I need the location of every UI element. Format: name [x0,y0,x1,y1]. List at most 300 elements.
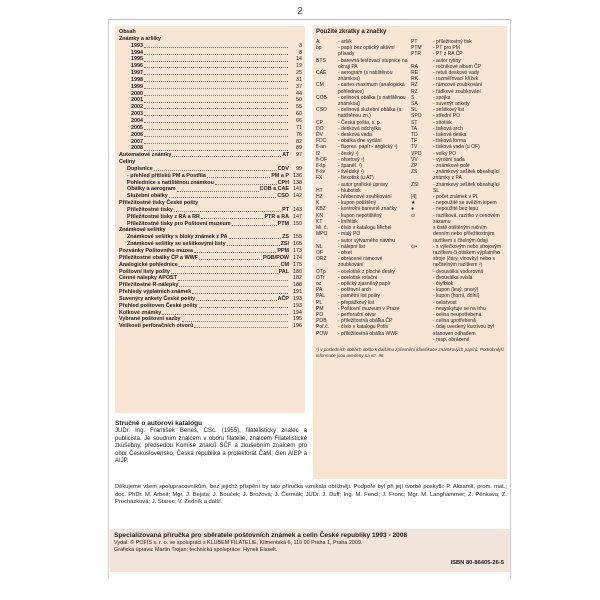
abbreviation-meaning: - český ¹) [338,150,359,157]
abbreviation-key: Mi. č. [316,225,328,232]
abbreviation-meaning: - ofset [338,249,352,256]
page-number: 2 [297,6,303,17]
toc-entry-code: COB a CAE [259,186,289,193]
toc-entry-page: 66 [296,117,302,124]
abbreviation-meaning: - tisková vada (u OF) [433,144,480,151]
abbreviations-right-column [409,39,503,343]
toc-dot-leader [201,214,264,219]
abbreviation-key: ★ [411,200,416,207]
toc-row [119,145,302,152]
abbreviation-meaning: - příležitostná obálka ČP [338,318,393,325]
abbreviation-item [411,169,503,181]
abbreviation-meaning: - celinová obálka (s natištěnou známkou) [338,94,406,108]
toc-entry-page: 193 [293,295,302,302]
abbreviation-meaning: - perforační otvor [338,311,377,318]
toc-dot-leader [144,91,288,96]
toc-row [119,282,302,289]
abbreviation-meaning: - autor grafické úpravy [338,181,388,188]
abbreviation-key: ŘZ [411,88,418,95]
toc-row [119,56,302,63]
toc-title: Obsah [119,29,136,35]
toc-row [119,43,302,50]
abbreviation-key: PO [316,311,324,318]
abbreviation-key: POW [316,330,328,337]
toc-entry-title: Příležitostné tisky [127,206,173,213]
toc-dot-leader [232,221,277,226]
abbreviation-key: CM [316,82,324,89]
toc-entry-page: 31 [296,76,302,83]
abbreviation-meaning: - aršík [338,39,352,45]
toc-row [119,269,302,276]
abbreviation-key: VPO [411,150,422,157]
abbreviation-key: TD [411,132,418,139]
abbreviation-meaning: - nevyskytuje se na trhu [433,305,486,312]
toc-entry-title: Vybrané poštovní sazby [119,316,181,323]
toc-row [119,180,302,187]
toc-entry-title: Velikosti perforačních otvorů [119,323,194,330]
toc-entry-page: 188 [293,282,302,289]
abbreviation-meaning: - malý PO [338,231,361,238]
abbreviations-panel [313,26,507,479]
toc-entry-code: AČP [277,295,289,302]
toc-entry-title: Automatové známky [119,152,172,159]
toc-dot-leader [199,303,289,308]
toc-dot-leader [144,84,288,89]
abbreviation-meaning: - příležitostná obálka WWF [338,330,399,337]
toc-dot-leader [229,234,282,239]
toc-entry-code: PM a P [271,172,289,179]
toc-entry-page: 147 [293,213,302,220]
toc-entry-title: Známky a aršíky [119,35,161,42]
abbreviation-meaning: - kupon potištěný [338,200,377,207]
toc-dot-leader [144,77,288,82]
abbreviation-meaning: - kupon nepotištěný [338,212,382,219]
toc-row [119,207,302,214]
abbreviation-meaning: - celina upotřebená [433,318,476,325]
abbreviation-meaning: - cartes maximum (analogická pohlednice) [338,82,405,95]
abbreviation-key: fl-an [316,144,326,151]
abbreviation-key: f2 [316,150,321,157]
toc-row [119,97,302,104]
toc-entry-title: Analogické pohlednice [119,261,178,268]
abbreviation-key: PT [411,39,418,45]
toc-dot-leader [194,323,288,328]
toc-entry-code: CSO [277,193,289,200]
toc-entry-title: 2001 [131,97,143,104]
toc-entry-title: Obálky a aerogram [127,186,176,193]
abbreviation-item [411,182,503,194]
abbreviation-item [316,58,409,70]
toc-dot-leader [207,173,271,178]
toc-dot-leader [174,207,281,212]
toc-dot-leader [144,50,288,55]
toc-entry-title: Celiny [119,159,136,166]
abbreviation-meaning: - pamětní list pošty [338,293,380,300]
toc-entry-title: Známkové sešitky se sešitkovými listy [127,241,226,248]
toc-entry-page: 138 [293,179,302,186]
toc-entry-page: 8 [299,49,302,56]
abbreviation-item [411,337,503,343]
abbreviation-meaning: - flexotisk (u AT) [338,175,374,182]
toc-entry-page: 71 [296,124,302,131]
toc-dot-leader [144,104,288,109]
abbreviation-meaning: - švédský ¹) [338,169,364,176]
toc-entry-page: 193 [293,302,302,309]
abbreviation-key: ● [411,206,415,213]
toc-entry-page: 25 [296,70,302,77]
toc-entry-code: PAL [278,268,289,275]
abbreviation-meaning: - kontrolní barevné značky [338,206,397,213]
abbreviation-key: ZSl [411,181,419,188]
abbreviation-meaning: - známkový sešitek obsahující známky z PA [433,169,500,182]
toc-row [119,36,302,43]
toc-entry-page: 60 [296,111,302,118]
abbreviation-meaning: - číslo v katalogu Pofis [338,324,389,331]
author-body: JUDr. Ing. František Beneš, CSc. (1955), filatelistický znalec a publicista. Je soudním znalcem v oboru filatelie, znalcem Filatelistické zkušebny, předsedou Komise znalců SČF a zkušebním znalcem pro obor Československo, Česká republika a protektorát ČaM; člen AIEP a AIJP. [115,428,307,465]
toc-dot-leader [144,139,288,144]
toc-dot-leader [192,289,288,294]
toc-entry-code: POB/POW [262,254,289,261]
abbreviation-meaning: - výrobní vada [433,156,465,163]
toc-entry-title: 1995 [131,56,143,63]
abbreviation-item [316,82,409,94]
abbreviation-meaning: - nálepní list [338,243,365,250]
toc-entry-page: 19 [296,63,302,70]
toc-row [119,159,302,166]
toc-dot-leader [144,125,288,130]
toc-entry-title: - přehled přítisků PM a Postfila [127,172,206,179]
toc-entry-title: 1998 [131,76,143,83]
toc-entry-page: 97 [296,152,302,159]
abbreviation-key: PM [316,305,324,312]
toc-entry-page: 143 [293,206,302,213]
toc-dot-leader [144,63,288,68]
toc-entry-page: 155 [293,234,302,241]
abbreviation-meaning: - čtyřblok [433,280,454,287]
abbreviation-key [411,324,433,336]
abbreviation-key: TF [411,138,418,145]
abbreviation-meaning: - ocelotisk rotační [338,274,378,281]
toc-entry-page: 182 [293,275,302,282]
abbreviation-meaning: - údaj uvedený kurzívou byl stanoven odhadem [433,324,494,337]
toc-row [119,289,302,296]
abbreviations-left-column [316,39,409,343]
abbreviation-key: OF [316,249,323,256]
toc-entry-page: 191 [293,289,302,296]
abbreviation-meaning: - celinová služební obálka (s natištěnou zn.) [338,107,402,120]
toc-row [119,200,302,207]
toc-entry-page: 14 [296,56,302,63]
abbreviation-key: TA [411,125,418,132]
abbreviation-meaning: - známkový sešitek obsahující SL [433,181,500,194]
toc-row [119,125,302,132]
toc-entry-page: 3 [299,42,302,49]
abbreviation-meaning: - knihtisk [338,218,358,225]
toc-dot-leader [144,111,288,116]
toc-row [119,166,302,173]
abbreviation-key: FX [316,175,323,182]
toc-dot-leader [179,282,288,287]
abbreviation-key: CAE [316,70,327,77]
abbreviation-key: RK [411,76,418,83]
toc-row [119,77,302,84]
toc-entry-page: 76 [296,131,302,138]
toc-entry-page: 141 [293,186,302,193]
abbreviation-meaning: s čistě otištěným ručním denním nebo příležitostným razítkem s čitelným údaji [433,225,495,244]
toc-entry-page: 89 [296,145,302,152]
toc-row [119,91,302,98]
abbreviation-meaning: - Poštovní muzeum v Praze [338,305,400,312]
abbreviation-key: fl-šp [316,163,326,170]
toc-entry-title: 1997 [131,70,143,77]
left-margin-rule [108,19,109,579]
toc-entry-page: 174 [293,254,302,261]
toc-entry-title: Pozvánky Poštovního muzea [119,248,193,254]
toc-entry-page: 50 [296,97,302,104]
abbreviation-key: TV [411,144,418,151]
toc-entry-title: 2003 [131,111,143,118]
toc-entry-page: 194 [293,309,302,316]
toc-entry-code: CDV [277,165,289,172]
abbreviation-meaning: - razítková, razítko v cenovém zázamu [433,212,500,225]
toc-entry-code: PTM [277,220,289,227]
abbreviation-meaning: - barevná testovací stupnice na okraji PA [338,57,408,70]
abbreviation-meaning: - desková odchylka [338,125,381,132]
abbreviation-meaning: - hlubotisk [338,187,361,194]
abbreviation-meaning: - sítotisk [433,119,452,126]
toc-entry-page: 37 [296,83,302,90]
toc-entry-title: 1993 [131,42,143,49]
toc-row [119,255,302,262]
abbreviation-meaning: - španěl. ¹) [338,163,362,170]
toc-dot-leader [172,152,281,157]
abbreviation-meaning: - ročníkové album ČP [433,63,482,70]
toc-dot-leader [144,56,288,61]
toc-entry-title: Kolkové známky [119,309,162,316]
abbreviation-key: POB [316,318,327,325]
abbreviation-key: HT [316,187,323,194]
abbreviation-item [316,70,409,82]
abbreviation-item [411,324,503,336]
toc-entry-title: 2000 [131,90,143,97]
toc-entry-page: 195 [293,316,302,323]
abbreviation-item [316,45,409,57]
toc-entry-title: Příležitostné tisky pro Poštovní muzeum [127,220,231,227]
abbreviation-key: RZ [411,82,418,89]
isbn: ISBN 80-86405-26-5 [450,560,504,566]
toc-entry-page: 180 [293,268,302,275]
abbreviation-meaning: - dvouválka svislá [433,274,473,281]
toc-entry-title: Přehledy výplatních známek [119,289,192,296]
toc-row [119,303,302,310]
abbreviation-meaning: - celina neupotřebená [433,311,482,318]
abbreviation-meaning: - obrácené rámcové zoubkování [338,256,383,269]
toc-entry-title: 2008 [131,145,143,152]
imprint-publisher: Vydal: © POFIS s. r. o. ve spolupráci s KLUBEM FILATELIE, Klimentská 6, 110 00 Praha 1, Praha 2009. [114,540,363,546]
abbreviation-meaning: - dvouválka vodorovná [433,268,484,275]
abbreviation-key: K [316,200,320,207]
abbreviation-meaning: - aerogram (s natištěnou známkou) [338,70,393,83]
abbreviation-key: DV [316,132,323,139]
abbreviation-key: ČP [316,119,323,126]
abbreviation-key: DO [316,125,324,132]
abbreviation-item [411,244,503,269]
abbreviation-key: ORZ [316,256,327,263]
toc-entry-page: 142 [293,193,302,200]
abbreviation-meaning: - celistvost [433,299,457,306]
abbreviation-item [411,225,503,244]
abbreviation-meaning: - poštovní arch [338,287,372,294]
toc-entry-title: 2006 [131,131,143,138]
abbreviation-meaning: - řádkové zoubkování [433,88,481,95]
toc-entry-page: 196 [293,323,302,330]
toc-entry-title: Pohlednice s natištěnou známkou [127,179,214,186]
abbreviation-key: ⊙ [411,212,416,219]
abbreviation-key [411,225,433,244]
abbreviation-meaning: - PT z RA ČP [433,51,463,58]
toc-entry-title: Přehled poštoven České pošty [119,302,198,309]
toc-row [119,139,302,146]
toc-entry-title: Cenné nálepky APOST [119,275,177,282]
abbreviation-key: CSO [316,107,327,114]
abbreviation-meaning: - příležitostný tisk [433,39,472,45]
abbreviation-key: Poř.č. [316,324,330,331]
toc-entry-title: 1996 [131,63,143,70]
imprint-design: Grafická úprava: Martin Trojan; technická spolupráce: Hynek Eisselt. [114,547,278,553]
abbreviation-key: SL [411,107,418,114]
toc-row [119,241,302,248]
toc-dot-leader [144,118,288,123]
toc-entry-title: 1994 [131,49,143,56]
abbreviation-key: PTM [411,45,422,52]
toc-entry-page: 82 [296,138,302,145]
abbreviation-key: S [411,94,415,101]
abbreviation-meaning: - nepoužité se svěžím lepem [433,200,497,207]
abbreviation-meaning: - rámcové zoubkování [433,82,483,89]
abbreviation-key: SPO [411,113,422,120]
toc-entry-code: CPH [277,179,289,186]
abbreviation-meaning: - kupon (levý, pravý) [433,287,479,294]
abbreviation-meaning: - PT pro PM [433,45,460,52]
toc-dot-leader [162,310,288,315]
toc-dot-leader [215,180,277,185]
toc-row [119,262,302,269]
abbreviation-key: PAL [316,293,326,300]
abbreviation-meaning: - retuš deskové vady [433,70,480,77]
toc-row [119,310,302,317]
author-title: Stručně o autorovi katalogu [115,420,203,427]
toc-row [119,63,302,70]
toc-row [119,104,302,111]
abbreviation-key: fl-OF [316,156,328,163]
toc-row [119,84,302,91]
toc-dot-leader [169,193,277,198]
imprint-band [110,529,510,572]
abbreviation-meaning: - číslo v katalogu Michel [338,225,392,232]
abbreviation-key: OTr [316,274,325,281]
toc-dot-leader [182,316,288,321]
toc-entry-page: 150 [293,220,302,227]
toc-entry-title: 2007 [131,138,143,145]
toc-entry-page: 44 [296,90,302,97]
abbreviation-key: ZP [411,163,418,170]
abbreviation-key: [4] [411,194,417,201]
abbreviation-key: NL [316,243,323,250]
toc-entry-title: Příležitostné tisky České pošty [119,200,199,207]
abbreviation-key: KN [316,212,323,219]
toc-row [119,132,302,139]
toc-entry-title: 2004 [131,117,143,124]
abbreviation-meaning: - známkové pole [433,163,470,170]
abbreviation-key: FDC [316,138,327,145]
abbreviation-item [316,256,409,268]
abbreviation-key: BTS [316,57,326,64]
abbreviation-meaning: - optický zjasněný papír [338,280,391,287]
toc-entry-title: Příležitostné tisky z RA a RR [127,213,200,220]
abbreviation-key: bp [316,45,322,52]
toc-dot-leader [144,97,288,102]
abbreviation-key: HZ [316,194,323,201]
abbreviation-meaning: - suvenýr ankety [433,101,470,108]
abbreviation-item [316,331,409,337]
toc-entry-page: 165 [293,241,302,248]
toc-entry-code: ZS [282,234,289,241]
toc-entry-code: AT [282,152,289,159]
toc-row [119,173,302,180]
toc-row [119,296,302,303]
toc-row [119,275,302,282]
toc-row [119,248,302,255]
abbreviation-key: SA [411,101,418,108]
toc-dot-leader [196,296,277,301]
abbreviation-meaning: - tisková forma [433,138,466,145]
abbreviation-key: RA [411,63,418,70]
toc-row [119,186,302,193]
abbreviation-key: VV [411,156,418,163]
toc-entry-code: ZSl [280,241,289,248]
abbreviation-key: oz [316,280,322,287]
abbreviation-meaning: - tisková arch [433,125,463,132]
toc-entry-code: PTR a RA [264,213,289,220]
abbreviation-key [411,337,433,343]
toc-row [119,111,302,118]
toc-row [119,214,302,221]
abbreviation-item [316,95,409,107]
top-rule [108,19,510,20]
toc-entry-code: PPM [277,248,289,254]
toc-dot-leader [144,43,288,48]
abbreviation-key: KBZ [316,206,326,213]
abbreviation-meaning: - spojka [433,94,451,101]
toc-entry-title: Poštovní listy pošty [119,268,170,275]
abbreviation-meaning: - autor rytiny [433,57,461,64]
abbreviation-meaning: - s výlečkovým nebo strojovým razítkem či otiskem výplatního stroje (čáry, vlnovky) nebo s nečitelným razítkem ²) [433,243,502,269]
toc-dot-leader [144,70,288,75]
abbreviation-key: OTp [316,268,326,275]
abbreviation-meaning: - počet známek v PL [433,194,479,201]
acknowledgements: Děkujeme všem spolupracovníkům, bez jejichž přispění by tato příručka vznikala obtížněji. Podpoře byl při její tvorbě poskytli: P. Aksamit, prom. mat.; doc. PhDr. M. Arbeit; Mgr. J. Bejsta; J. Bouček; J. Brožová; J. Čermák; JUDr. J. Duff; Ing. M. Fencl; J. Fronc; Mgr. M. Langhammer; Z. Pěnkava; Z. Procházková; J. Starec; V. Zedník a další. [115,484,507,506]
abbreviation-key: KT [316,218,323,225]
author-section [115,420,307,476]
abbreviation-meaning: - ofsetový ¹) [338,156,365,163]
toc-dot-leader [199,255,262,260]
abbreviation-meaning: - rozměřovací křížek [433,76,479,83]
abbreviation-meaning: - přepážkový list [338,299,375,306]
toc-row [119,70,302,77]
abbreviation-meaning: - velký PO [433,150,457,157]
toc-row [119,50,302,57]
toc-dot-leader [227,241,280,246]
